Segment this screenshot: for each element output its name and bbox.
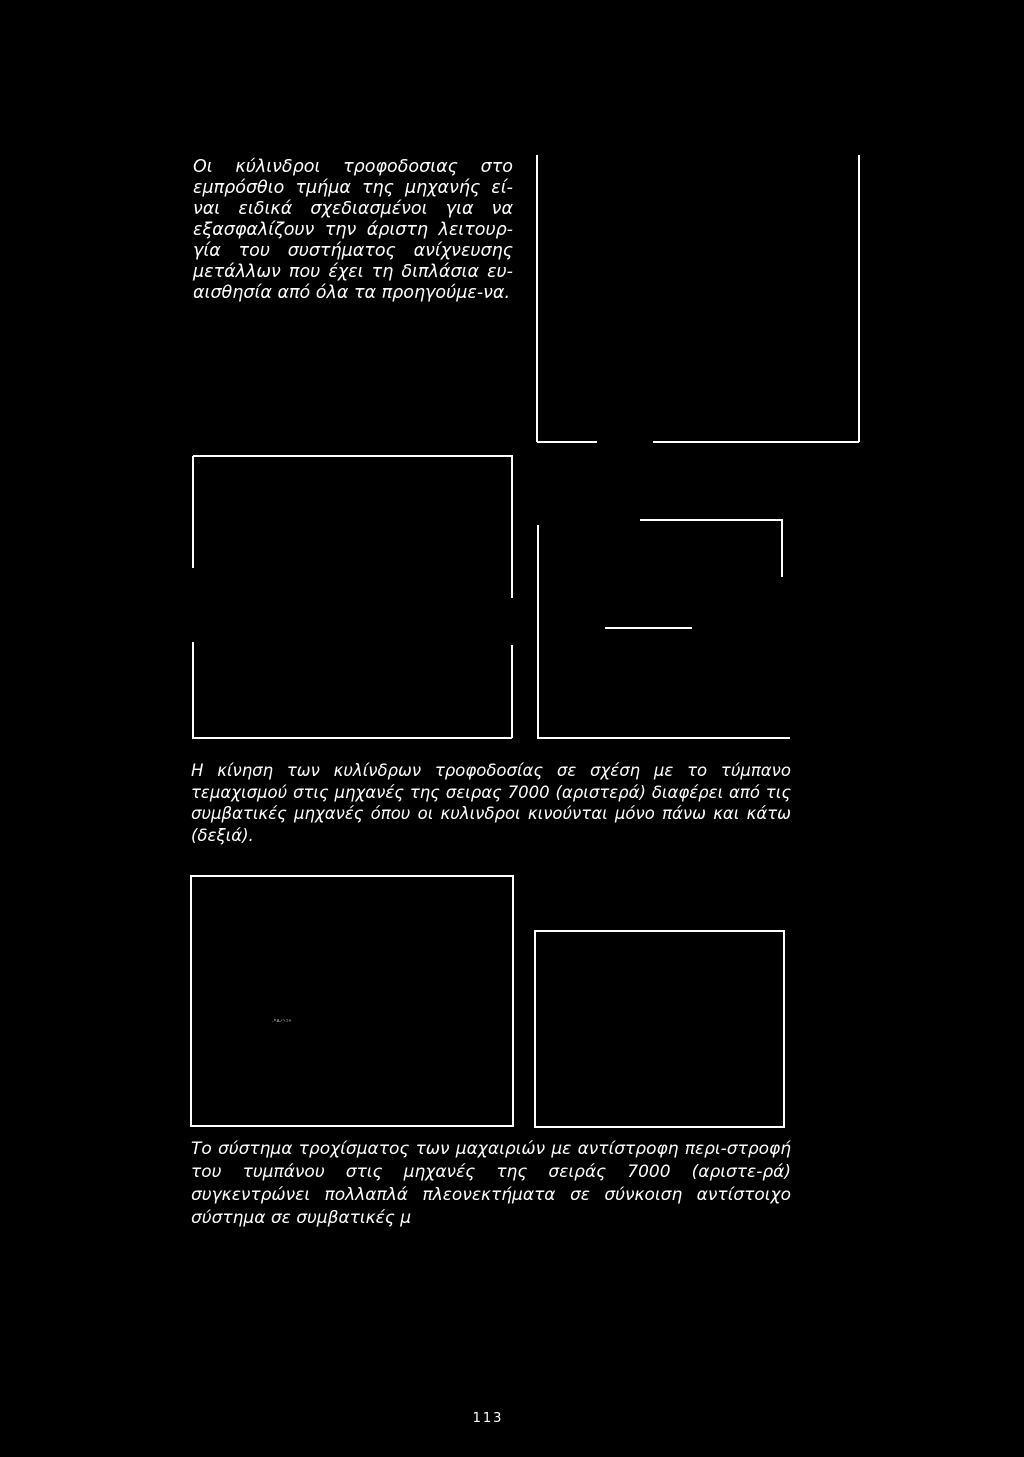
image-label-tiny: ᐧᑋᐞᐟᐠᐣᐤ — [272, 1018, 292, 1026]
photo-frame-middle-right — [530, 515, 800, 745]
caption-feed-rollers: Η κίνηση των κυλίνδρων τροφοδοσίας σε σχέση με το τύμπανο τεμαχισμού στις μηχανές της σειρας 7000 (αριστερά) διαφέρει από τις συμβατικές μηχανές όπου οι κυλινδροι κινούνται μόνο πάνω και κάτω (δεξιά). — [191, 761, 791, 845]
intro-paragraph: Οι κύλινδροι τροφοδοσιας στο εμπρόσθιο τμήμα της μηχανής εί-ναι ειδικά σχεδιασμένοι για να εξασφαλίζουν την άριστη λειτουρ-γία του συστήματος ανίχνευσης μετάλλων που έχει τη διπλάσια ευ-αισθησία από όλα τα προηγούμε-να. — [193, 157, 513, 303]
photo-frame-bottom-right — [530, 925, 792, 1135]
photo-frame-bottom-left — [185, 870, 520, 1135]
photo-frame-middle-left — [185, 450, 520, 745]
photo-frame-top-right — [535, 150, 865, 450]
page-number: 113 — [472, 1411, 504, 1426]
caption-knife-sharpening: Το σύστημα τροχίσματος των μαχαιριών με αντίστροφη περι-στροφή του τυμπάνου στις μηχανές της σειράς 7000 (αριστε-ρά) συγκεντρώνει πολλαπλά πλεονεκτήματα σε σύνκοιση αντίστοιχο σύστημα σε συμβατικές μ — [191, 1139, 791, 1228]
